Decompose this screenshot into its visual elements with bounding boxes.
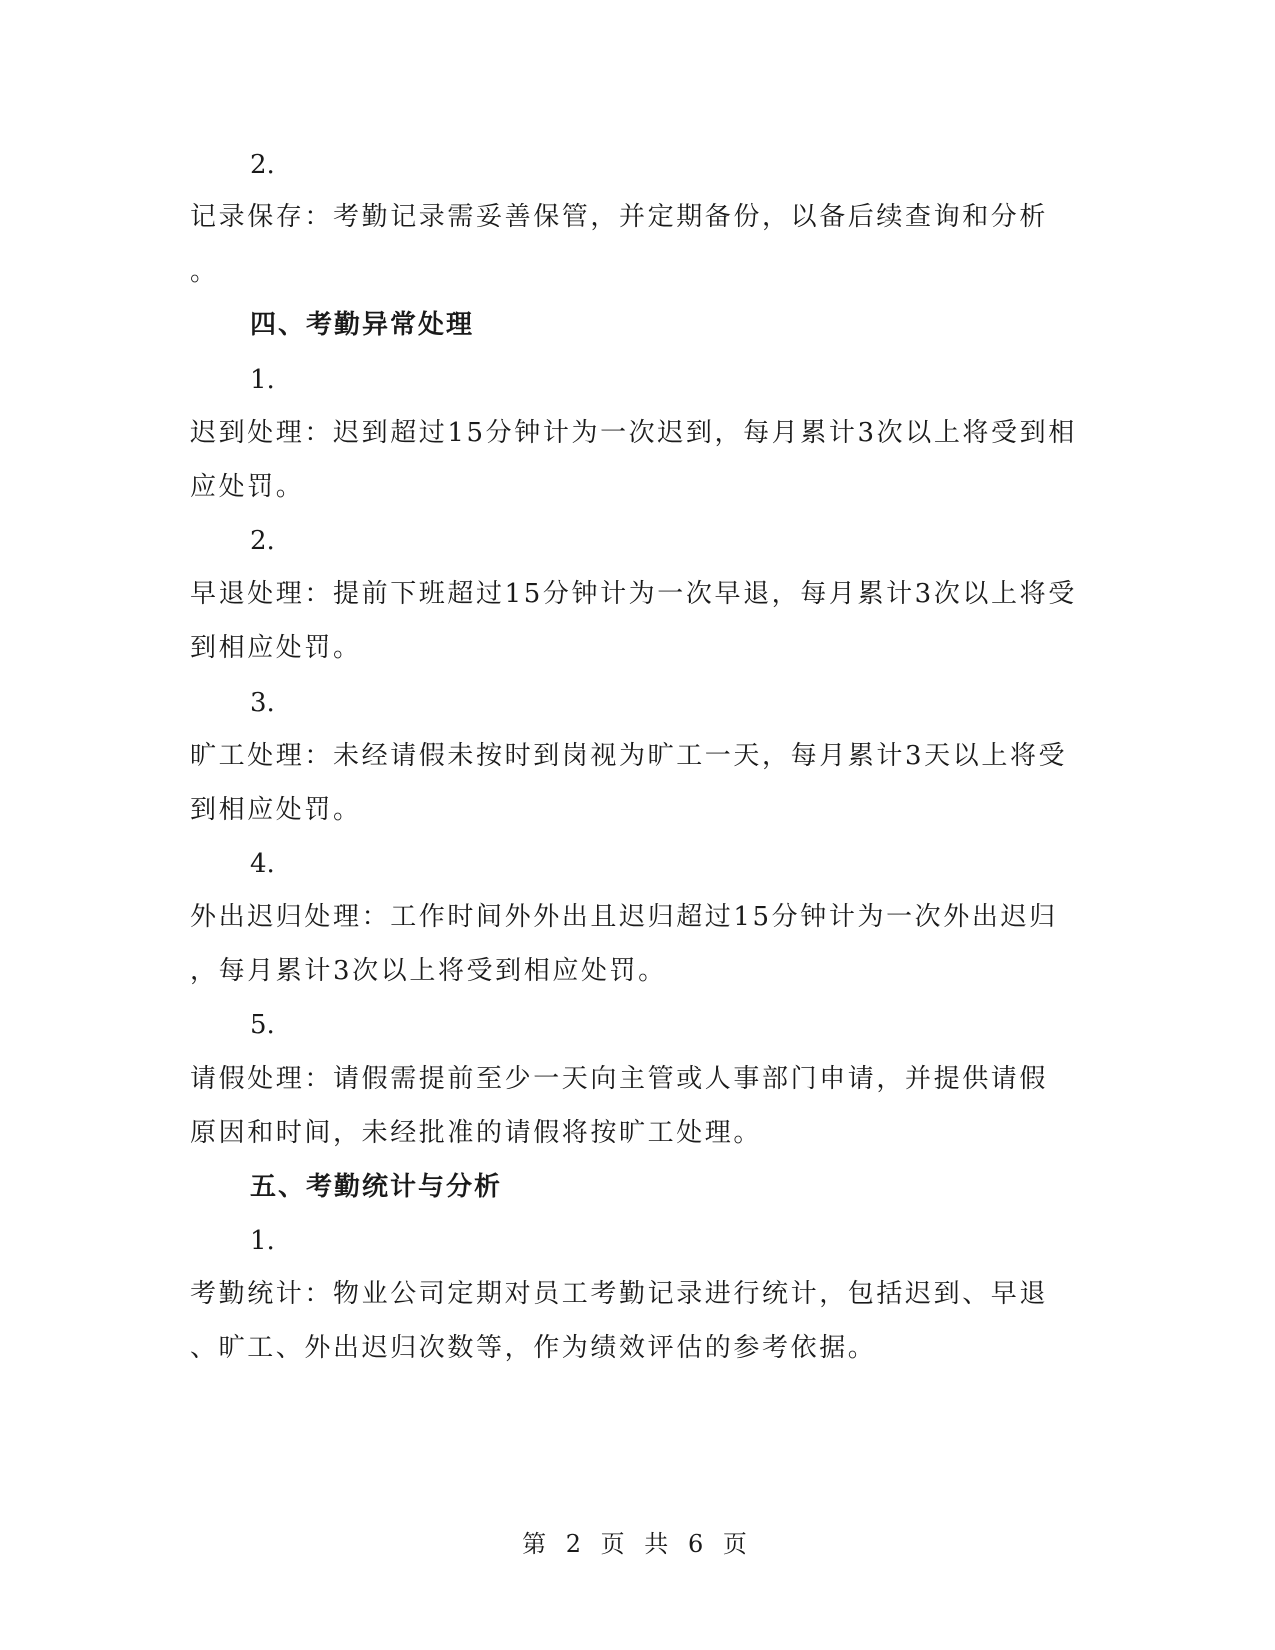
outing-late-text: 外出迟归处理：工作时间外外出且迟归超过15分钟计为一次外出迟归	[190, 902, 1058, 932]
list-number: 2.	[250, 150, 275, 180]
statistics-text: 考勤统计：物业公司定期对员工考勤记录进行统计，包括迟到、早退	[190, 1279, 1049, 1309]
early-leave-text-cont: 到相应处罚。	[190, 633, 362, 663]
list-number: 3.	[250, 688, 275, 718]
late-arrival-text-cont: 应处罚。	[190, 472, 305, 502]
leave-request-text-cont: 原因和时间，未经批准的请假将按旷工处理。	[190, 1118, 763, 1148]
record-keeping-text: 记录保存：考勤记录需妥善保管，并定期备份，以备后续查询和分析	[190, 202, 1049, 232]
section-heading-4: 四、考勤异常处理	[250, 310, 475, 340]
record-keeping-text-cont: 。	[190, 257, 219, 287]
list-number: 2.	[250, 526, 275, 556]
list-number: 5.	[250, 1010, 275, 1040]
list-number: 1.	[250, 365, 275, 395]
absence-text-cont: 到相应处罚。	[190, 795, 362, 825]
leave-request-text: 请假处理：请假需提前至少一天向主管或人事部门申请，并提供请假	[190, 1064, 1049, 1094]
section-heading-5: 五、考勤统计与分析	[250, 1172, 503, 1202]
list-number: 1.	[250, 1226, 275, 1256]
list-number: 4.	[250, 849, 275, 879]
late-arrival-text: 迟到处理：迟到超过15分钟计为一次迟到，每月累计3次以上将受到相	[190, 418, 1077, 448]
early-leave-text: 早退处理：提前下班超过15分钟计为一次早退，每月累计3次以上将受	[190, 579, 1077, 609]
page-footer: 第 2 页 共 6 页	[522, 1530, 753, 1558]
statistics-text-cont: 、旷工、外出迟归次数等，作为绩效评估的参考依据。	[190, 1333, 877, 1363]
outing-late-text-cont: ，每月累计3次以上将受到相应处罚。	[190, 956, 667, 986]
absence-text: 旷工处理：未经请假未按时到岗视为旷工一天，每月累计3天以上将受	[190, 741, 1068, 771]
